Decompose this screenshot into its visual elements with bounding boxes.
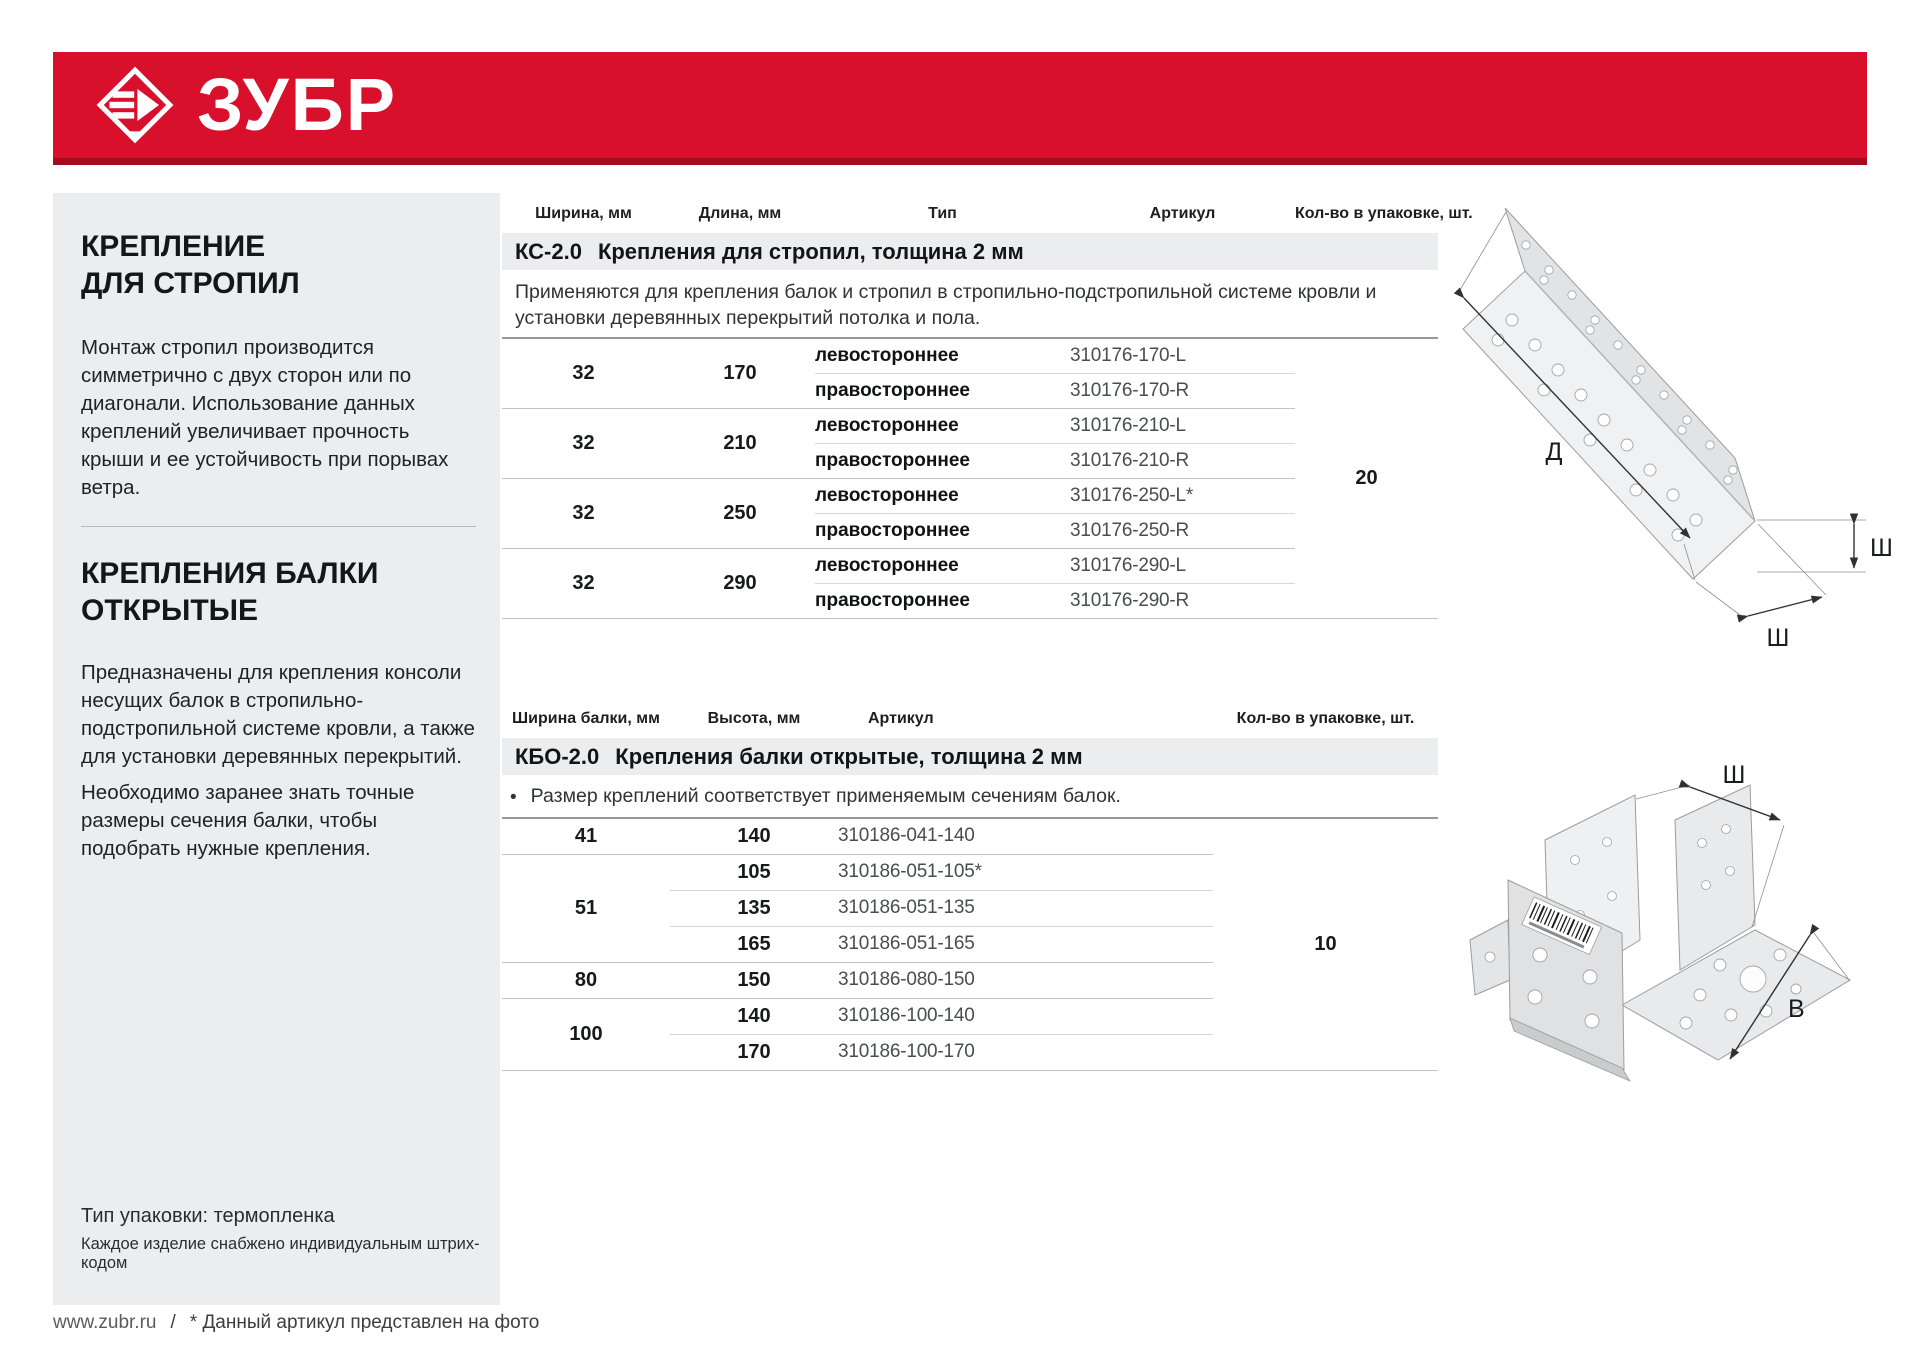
footer-separator: /: [170, 1312, 176, 1333]
cell-article: 310176-250-L*: [1070, 478, 1295, 513]
beam-note-text: Размер креплений соответствует применяемым сечениям балок.: [530, 785, 1121, 807]
cell-length: 290: [665, 548, 815, 618]
rafter-table-description: Применяются для крепления балок и стропил в стропильно-подстропильной системе кровли и установки деревянных перекрытий потолка и пола.: [515, 281, 1377, 329]
cell-width: 32: [502, 548, 665, 618]
cell-type: правостороннее: [815, 443, 1070, 478]
packaging-info: [81, 1205, 486, 1273]
cell-width: 32: [502, 338, 665, 408]
sidebar-title-rafter-line2: ДЛЯ СТРОПИЛ: [81, 267, 300, 300]
dim-label-width-side: Ш: [1870, 534, 1893, 562]
dim-label-width: Ш: [1722, 765, 1746, 789]
beam-table-note: [510, 785, 1438, 811]
col-header-type: Тип: [928, 205, 957, 222]
cell-type: правостороннее: [815, 583, 1070, 618]
cell-article: 310176-170-R: [1070, 373, 1295, 408]
sidebar-title-beam: [81, 555, 476, 629]
cell-article: 310176-250-R: [1070, 513, 1295, 548]
site-link[interactable]: www.zubr.ru: [53, 1312, 157, 1333]
barcode-note: Каждое изделие снабжено индивидуальным штрих-кодом: [81, 1235, 480, 1272]
cell-type: правостороннее: [815, 513, 1070, 548]
beam-description-2: Необходимо заранее знать точные размеры сечения балки, чтобы подобрать нужные крепления.: [81, 781, 415, 860]
section-code: КС-2.0: [515, 238, 582, 264]
rafter-description: Монтаж стропил производится симметрично с двух сторон или по диагонали. Использование данных креплений увеличивает прочность крыши и ее устойчивость при порывах ветра.: [81, 336, 449, 499]
cell-article: 310186-051-165: [838, 926, 1213, 962]
cell-height: 170: [670, 1034, 838, 1070]
rafter-fastener-image: [1450, 168, 1900, 658]
cell-type: левостороннее: [815, 338, 1070, 373]
cell-article: 310186-100-170: [838, 1034, 1213, 1070]
col-header-article: Артикул: [868, 710, 934, 727]
cell-height: 150: [670, 962, 838, 998]
sidebar-title-beam-line2: ОТКРЫТЫЕ: [81, 594, 259, 627]
cell-qty: 10: [1213, 818, 1438, 1070]
open-beam-fastener-figure: [1450, 765, 1900, 1165]
beam-table-section: [502, 700, 1438, 1071]
cell-type: левостороннее: [815, 548, 1070, 583]
cell-width: 51: [502, 854, 670, 962]
sidebar-divider: [81, 526, 476, 527]
cell-type: правостороннее: [815, 373, 1070, 408]
cell-type: левостороннее: [815, 408, 1070, 443]
zubr-logo-icon: [95, 65, 175, 145]
rafter-table-section: [502, 195, 1473, 619]
dim-label-height: В: [1788, 995, 1805, 1023]
beam-spec-table: [502, 817, 1438, 1071]
sidebar-panel: [53, 193, 500, 1305]
cell-type: левостороннее: [815, 478, 1070, 513]
section-title: Крепления для стропил, толщина 2 мм: [597, 238, 1024, 264]
cell-length: 170: [665, 338, 815, 408]
cell-width: 32: [502, 478, 665, 548]
cell-length: 210: [665, 408, 815, 478]
col-header-height: Высота, мм: [707, 710, 801, 727]
section-code: КБО-2.0: [515, 743, 600, 769]
section-title: Крепления балки открытые, толщина 2 мм: [615, 743, 1083, 769]
cell-height: 165: [670, 926, 838, 962]
rafter-fastener-figure: [1450, 168, 1900, 658]
cell-height: 140: [670, 818, 838, 854]
brand-logo-text: ЗУБР: [197, 63, 398, 146]
cell-qty: 20: [1295, 338, 1438, 618]
section-band-ks20: [502, 233, 1438, 270]
cell-width: 80: [502, 962, 670, 998]
packaging-type: Тип упаковки: термопленка: [81, 1205, 335, 1227]
cell-article: 310186-100-140: [838, 998, 1213, 1034]
cell-height: 105: [670, 854, 838, 890]
cell-article: 310186-051-135: [838, 890, 1213, 926]
cell-width: 100: [502, 998, 670, 1070]
col-header-qty: Кол-во в упаковке, шт.: [1236, 710, 1415, 727]
cell-article: 310186-041-140: [838, 818, 1213, 854]
beam-table-header: [502, 700, 1438, 738]
cell-article: 310176-290-R: [1070, 583, 1295, 618]
sidebar-title-rafter-line1: КРЕПЛЕНИЕ: [81, 230, 266, 263]
page-footer: [53, 1312, 539, 1334]
cell-article: 310186-051-105*: [838, 854, 1213, 890]
section-band-kbo20: [502, 738, 1438, 775]
cell-height: 135: [670, 890, 838, 926]
dim-label-width-bottom: Ш: [1766, 624, 1790, 652]
col-header-beam-width: Ширина балки, мм: [512, 710, 660, 727]
sidebar-title-beam-line1: КРЕПЛЕНИЯ БАЛКИ: [81, 557, 379, 590]
dim-label-length: Д: [1545, 438, 1563, 466]
cell-article: 310176-290-L: [1070, 548, 1295, 583]
table-row: [502, 818, 1438, 854]
rafter-table-header: [502, 195, 1473, 233]
cell-width: 41: [502, 818, 670, 854]
cell-article: 310176-170-L: [1070, 338, 1295, 373]
cell-width: 32: [502, 408, 665, 478]
open-beam-fastener-image: [1450, 765, 1900, 1165]
table-row: [502, 338, 1438, 373]
brand-logo: [95, 65, 397, 145]
col-header-width: Ширина, мм: [535, 205, 632, 222]
footer-note: * Данный артикул представлен на фото: [189, 1312, 540, 1333]
cell-article: 310176-210-R: [1070, 443, 1295, 478]
bullet-marker: •: [510, 787, 517, 808]
col-header-qty: Кол-во в упаковке, шт.: [1295, 205, 1473, 222]
cell-height: 140: [670, 998, 838, 1034]
col-header-article: Артикул: [1149, 205, 1216, 222]
cell-length: 250: [665, 478, 815, 548]
rafter-spec-table: [502, 337, 1438, 619]
beam-description-1: Предназначены для крепления консоли несущих балок в стропильно-подстропильной системе кровли, а также для установки деревянных перекрытий.: [81, 661, 475, 768]
brand-banner: [53, 52, 1867, 165]
sidebar-title-rafter: [81, 228, 476, 302]
cell-article: 310176-210-L: [1070, 408, 1295, 443]
col-header-length: Длина, мм: [698, 205, 782, 222]
cell-article: 310186-080-150: [838, 962, 1213, 998]
